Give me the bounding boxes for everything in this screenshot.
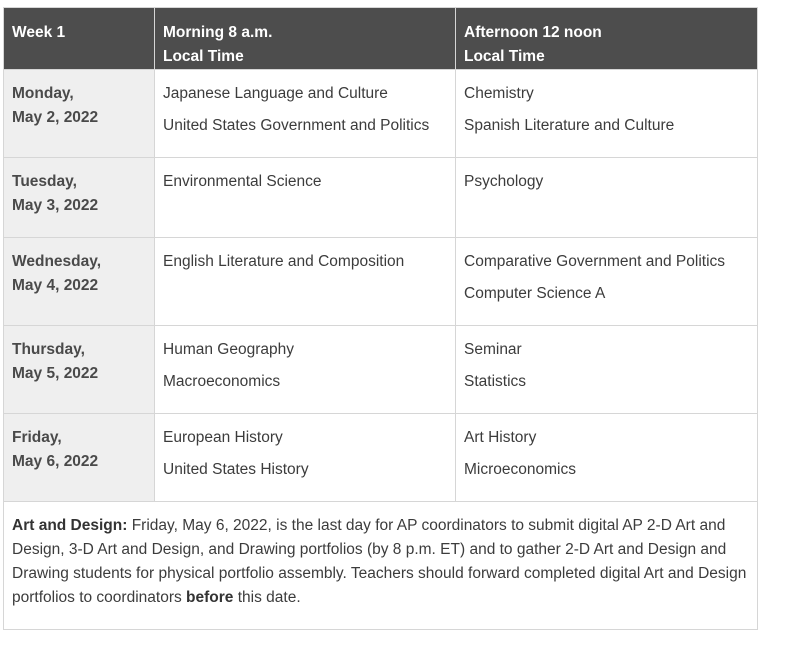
exam-item: Microeconomics	[464, 461, 576, 478]
exam-item: Computer Science A	[464, 285, 606, 302]
day-name: Friday,	[12, 429, 62, 446]
day-date: May 3, 2022	[12, 197, 99, 214]
exam-item: Statistics	[464, 373, 527, 390]
note-text-part1: Friday, May 6, 2022, is the last day for AP coordinators to submit digital AP 2-D Art and Design, 3-D Art and Design, and Drawing portfolios (by 8 p.m. ET) and to gather 2-D Art and Design and Drawing students for physical portfolio assembly. Teachers should forward completed digital Art and Design portfolios to coordinators	[12, 517, 747, 606]
exam-item: Human Geography	[163, 341, 294, 358]
morning-cell	[155, 326, 456, 414]
afternoon-header-line1: Afternoon 12 noon	[464, 24, 602, 41]
afternoon-header-line2: Local Time	[464, 48, 545, 65]
exam-item: Comparative Government and Politics	[464, 253, 726, 270]
table-row-monday	[4, 70, 758, 158]
morning-header-line1: Morning 8 a.m.	[163, 24, 273, 41]
week-header	[4, 8, 155, 70]
afternoon-header	[456, 8, 758, 70]
day-name: Tuesday,	[12, 173, 77, 190]
note-label: Art and Design:	[12, 517, 128, 534]
day-name: Thursday,	[12, 341, 85, 358]
art-design-note	[4, 502, 758, 630]
note-emphasis: before	[186, 589, 234, 606]
exam-item: Spanish Literature and Culture	[464, 117, 675, 134]
day-cell	[4, 414, 155, 502]
table-row-friday	[4, 414, 758, 502]
table-row-wednesday	[4, 238, 758, 326]
header-row	[4, 8, 758, 70]
exam-schedule-table	[3, 7, 758, 630]
exam-item: English Literature and Composition	[163, 253, 405, 270]
exam-item: United States History	[163, 461, 309, 478]
day-date: May 4, 2022	[12, 277, 99, 294]
morning-cell	[155, 414, 456, 502]
afternoon-cell	[456, 158, 758, 238]
afternoon-cell	[456, 238, 758, 326]
day-name: Wednesday,	[12, 253, 102, 270]
art-design-note-row	[4, 502, 758, 630]
morning-header-line2: Local Time	[163, 48, 244, 65]
day-cell	[4, 326, 155, 414]
day-cell	[4, 238, 155, 326]
week-label: Week 1	[12, 24, 66, 41]
exam-item: Chemistry	[464, 85, 534, 102]
exam-item: United States Government and Politics	[163, 117, 430, 134]
note-text-part2: this date.	[233, 589, 301, 606]
morning-cell	[155, 158, 456, 238]
afternoon-cell	[456, 414, 758, 502]
morning-cell	[155, 238, 456, 326]
day-cell	[4, 158, 155, 238]
exam-item: Art History	[464, 429, 537, 446]
exam-item: Macroeconomics	[163, 373, 281, 390]
day-name: Monday,	[12, 85, 74, 102]
table-row-thursday	[4, 326, 758, 414]
exam-item: Environmental Science	[163, 173, 322, 190]
exam-item: European History	[163, 429, 283, 446]
afternoon-cell	[456, 326, 758, 414]
exam-item: Japanese Language and Culture	[163, 85, 388, 102]
table-row-tuesday	[4, 158, 758, 238]
day-date: May 6, 2022	[12, 453, 99, 470]
exam-item: Psychology	[464, 173, 544, 190]
day-date: May 2, 2022	[12, 109, 99, 126]
day-cell	[4, 70, 155, 158]
morning-cell	[155, 70, 456, 158]
day-date: May 5, 2022	[12, 365, 99, 382]
exam-item: Seminar	[464, 341, 522, 358]
morning-header	[155, 8, 456, 70]
afternoon-cell	[456, 70, 758, 158]
